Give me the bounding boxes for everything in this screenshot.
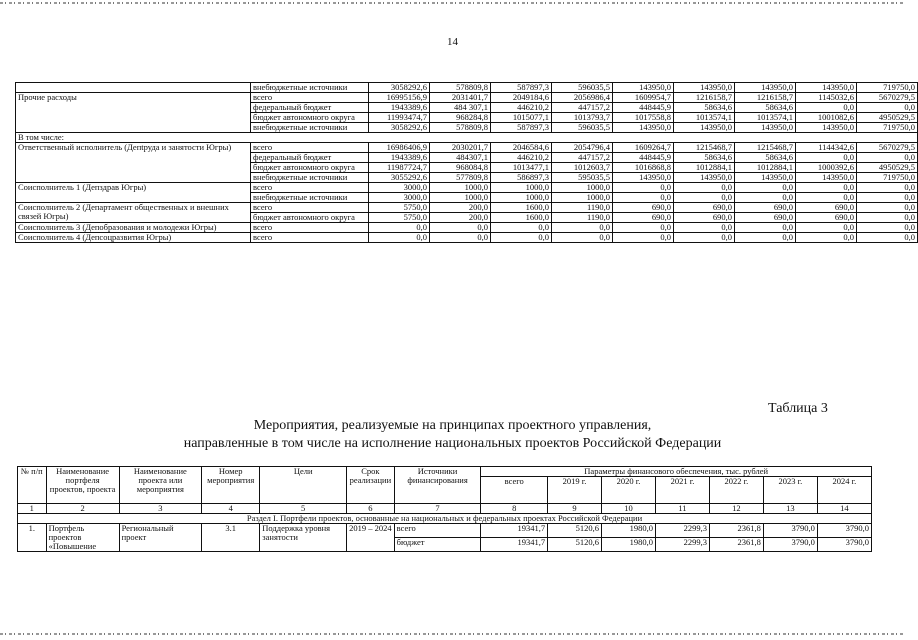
header-year: 2022 г. xyxy=(709,477,763,504)
value-cell: 0,0 xyxy=(735,183,796,193)
value-cell: 143950,0 xyxy=(735,173,796,183)
section-title: Раздел I. Портфели проектов, основанные на национальных и федеральных проектах Российской Федерации xyxy=(18,514,872,524)
source-name: бюджет автономного округа xyxy=(251,213,369,223)
column-number: 12 xyxy=(709,504,763,514)
header-year: 2019 г. xyxy=(548,477,602,504)
source-name: внебюджетные источники xyxy=(251,83,369,93)
value-cell: 1000,0 xyxy=(430,193,491,203)
value-cell: 2361,8 xyxy=(709,524,763,538)
value-cell: 1216158,7 xyxy=(735,93,796,103)
header-measure: Номер мероприятия xyxy=(202,467,260,504)
source-name: всего xyxy=(394,524,481,538)
value-cell: 143950,0 xyxy=(674,173,735,183)
table-row xyxy=(18,524,872,538)
value-cell: 1000,0 xyxy=(552,183,613,193)
source-name: внебюджетные источники xyxy=(251,173,369,183)
value-cell: 58634,6 xyxy=(735,103,796,113)
row-group-label: Соисполнитель 1 (Депздрав Югры) xyxy=(16,183,251,203)
source-name: всего xyxy=(251,143,369,153)
header-year: 2023 г. xyxy=(763,477,817,504)
value-cell: 595035,5 xyxy=(552,173,613,183)
value-cell: 690,0 xyxy=(796,213,857,223)
value-cell: 596035,5 xyxy=(552,83,613,93)
value-cell: 968284,8 xyxy=(430,113,491,123)
table-3-title-line-1: Мероприятия, реализуемые на принципах проектного управления, xyxy=(253,418,652,433)
value-cell: 0,0 xyxy=(857,223,918,233)
value-cell: 1600,0 xyxy=(491,203,552,213)
value-cell: 11993474,7 xyxy=(369,113,430,123)
value-cell: 1609264,7 xyxy=(613,143,674,153)
column-number: 11 xyxy=(655,504,709,514)
value-cell: 0,0 xyxy=(735,223,796,233)
value-cell: 143950,0 xyxy=(613,123,674,133)
value-cell: 1000,0 xyxy=(552,193,613,203)
value-cell: 0,0 xyxy=(796,153,857,163)
column-number: 9 xyxy=(548,504,602,514)
value-cell: 3058292,6 xyxy=(369,123,430,133)
value-cell: 143950,0 xyxy=(796,123,857,133)
value-cell: 5120,6 xyxy=(548,524,602,538)
value-cell: 0,0 xyxy=(552,223,613,233)
value-cell: 690,0 xyxy=(796,203,857,213)
value-cell: 58634,6 xyxy=(674,153,735,163)
row-group-label: Ответственный исполнитель (Депtруда и занятости Югры) xyxy=(16,143,251,183)
value-cell: 0,0 xyxy=(735,193,796,203)
value-cell: 0,0 xyxy=(613,183,674,193)
column-number: 3 xyxy=(119,504,202,514)
column-number: 7 xyxy=(394,504,481,514)
source-name: бюджет автономного округа xyxy=(251,163,369,173)
value-cell: 11987724,7 xyxy=(369,163,430,173)
value-cell: 448445,9 xyxy=(613,103,674,113)
value-cell: 1190,0 xyxy=(552,213,613,223)
value-cell: 2361,8 xyxy=(709,538,763,552)
value-cell: 1144342,6 xyxy=(796,143,857,153)
value-cell: 1980,0 xyxy=(602,524,656,538)
column-number: 6 xyxy=(347,504,395,514)
value-cell: 143950,0 xyxy=(674,123,735,133)
value-cell: 719750,0 xyxy=(857,123,918,133)
value-cell: 0,0 xyxy=(369,223,430,233)
value-cell: 3790,0 xyxy=(817,524,871,538)
value-cell: 3790,0 xyxy=(763,538,817,552)
value-cell: 1012884,1 xyxy=(735,163,796,173)
value-cell: 5750,0 xyxy=(369,203,430,213)
value-cell: 1013574,1 xyxy=(735,113,796,123)
value-cell: 1943389,6 xyxy=(369,153,430,163)
source-name: бюджет автономного округа xyxy=(251,113,369,123)
value-cell: 0,0 xyxy=(552,233,613,243)
column-number: 8 xyxy=(481,504,548,514)
value-cell: 0,0 xyxy=(857,213,918,223)
section-row xyxy=(18,514,872,524)
value-cell: 0,0 xyxy=(857,103,918,113)
value-cell: 446210,2 xyxy=(491,103,552,113)
value-cell: 4950529,5 xyxy=(857,163,918,173)
source-name: внебюджетные источники xyxy=(251,123,369,133)
value-cell: 5670279,5 xyxy=(857,143,918,153)
value-cell: 690,0 xyxy=(613,213,674,223)
value-cell: 2030201,7 xyxy=(430,143,491,153)
header-year: 2021 г. xyxy=(655,477,709,504)
value-cell: 200,0 xyxy=(430,213,491,223)
value-cell: 19341,7 xyxy=(481,524,548,538)
table-row xyxy=(16,203,918,213)
scan-edge-bottom xyxy=(0,633,905,635)
value-cell: 58634,6 xyxy=(674,103,735,113)
value-cell: 0,0 xyxy=(857,193,918,203)
source-name: федеральный бюджет xyxy=(251,103,369,113)
value-cell: 1000392,6 xyxy=(796,163,857,173)
value-cell: 1190,0 xyxy=(552,203,613,213)
value-cell: 3000,0 xyxy=(369,183,430,193)
value-cell: 143950,0 xyxy=(674,83,735,93)
table-row xyxy=(16,83,918,93)
value-cell: 0,0 xyxy=(674,233,735,243)
source-name: бюджет xyxy=(394,538,481,552)
value-cell: 587897,3 xyxy=(491,83,552,93)
measure-number: 3.1 xyxy=(202,524,260,552)
value-cell: 0,0 xyxy=(796,223,857,233)
column-number: 14 xyxy=(817,504,871,514)
table-header-row-1 xyxy=(18,467,872,477)
value-cell: 446210,2 xyxy=(491,153,552,163)
value-cell: 3058292,6 xyxy=(369,83,430,93)
term-text: 2019 – 2024 xyxy=(347,524,395,552)
value-cell: 719750,0 xyxy=(857,83,918,93)
value-cell: 1000,0 xyxy=(491,193,552,203)
value-cell: 690,0 xyxy=(674,213,735,223)
value-cell: 3000,0 xyxy=(369,193,430,203)
value-cell: 0,0 xyxy=(796,233,857,243)
value-cell: 200,0 xyxy=(430,203,491,213)
source-name: всего xyxy=(251,223,369,233)
header-project: Наименование проекта или мероприятия xyxy=(119,467,202,504)
value-cell: 0,0 xyxy=(491,223,552,233)
column-number: 13 xyxy=(763,504,817,514)
header-sources: Источники финансирования xyxy=(394,467,481,504)
value-cell: 0,0 xyxy=(857,203,918,213)
goals-text: Поддержка уровня занятости xyxy=(260,524,347,552)
value-cell: 2031401,7 xyxy=(430,93,491,103)
value-cell: 0,0 xyxy=(796,193,857,203)
value-cell: 968084,8 xyxy=(430,163,491,173)
financing-table xyxy=(15,82,918,243)
value-cell: 2049184,6 xyxy=(491,93,552,103)
projects-table xyxy=(17,466,872,552)
value-cell: 1013574,1 xyxy=(674,113,735,123)
page-number: 14 xyxy=(447,36,458,48)
column-number: 5 xyxy=(260,504,347,514)
value-cell: 1980,0 xyxy=(602,538,656,552)
value-cell: 0,0 xyxy=(857,153,918,163)
column-number: 1 xyxy=(18,504,47,514)
value-cell: 19341,7 xyxy=(481,538,548,552)
value-cell: 0,0 xyxy=(430,223,491,233)
value-cell: 1001082,6 xyxy=(796,113,857,123)
header-year: 2020 г. xyxy=(602,477,656,504)
header-params: Параметры финансового обеспечения, тыс. рублей xyxy=(481,467,872,477)
value-cell: 1943389,6 xyxy=(369,103,430,113)
value-cell: 1215468,7 xyxy=(674,143,735,153)
table-3-title-line-2: направленные в том числе на исполнение национальных проектов Российской Федерации xyxy=(183,436,722,451)
value-cell: 0,0 xyxy=(857,183,918,193)
value-cell: 587897,3 xyxy=(491,123,552,133)
row-group-label xyxy=(16,83,251,93)
value-cell: 447157,2 xyxy=(552,153,613,163)
header-year: 2024 г. xyxy=(817,477,871,504)
source-name: внебюджетные источники xyxy=(251,193,369,203)
value-cell: 16986406,9 xyxy=(369,143,430,153)
value-cell: 3790,0 xyxy=(763,524,817,538)
value-cell: 1012603,7 xyxy=(552,163,613,173)
table-row xyxy=(16,233,918,243)
value-cell: 5750,0 xyxy=(369,213,430,223)
value-cell: 690,0 xyxy=(735,203,796,213)
value-cell: 58634,6 xyxy=(735,153,796,163)
header-goals: Цели xyxy=(260,467,347,504)
value-cell: 143950,0 xyxy=(613,83,674,93)
value-cell: 143950,0 xyxy=(735,83,796,93)
value-cell: 143950,0 xyxy=(735,123,796,133)
value-cell: 596035,5 xyxy=(552,123,613,133)
value-cell: 1216158,7 xyxy=(674,93,735,103)
header-term: Срок реализации xyxy=(347,467,395,504)
section-label: В том числе: xyxy=(16,133,918,143)
value-cell: 1609954,7 xyxy=(613,93,674,103)
value-cell: 143950,0 xyxy=(796,173,857,183)
source-name: всего xyxy=(251,93,369,103)
value-cell: 1012884,1 xyxy=(674,163,735,173)
value-cell: 690,0 xyxy=(613,203,674,213)
value-cell: 143950,0 xyxy=(613,173,674,183)
row-group-label: Соисполнитель 2 (Департамент общественных и внешних связей Югры) xyxy=(16,203,251,223)
value-cell: 0,0 xyxy=(674,193,735,203)
value-cell: 16995156,9 xyxy=(369,93,430,103)
value-cell: 0,0 xyxy=(735,233,796,243)
section-row xyxy=(16,133,918,143)
value-cell: 0,0 xyxy=(369,233,430,243)
value-cell: 2046584,6 xyxy=(491,143,552,153)
row-number: 1. xyxy=(18,524,47,552)
value-cell: 0,0 xyxy=(613,233,674,243)
source-name: всего xyxy=(251,233,369,243)
value-cell: 586897,3 xyxy=(491,173,552,183)
value-cell: 4950529,5 xyxy=(857,113,918,123)
column-number: 4 xyxy=(202,504,260,514)
value-cell: 2056986,4 xyxy=(552,93,613,103)
value-cell: 447157,2 xyxy=(552,103,613,113)
scan-edge-top xyxy=(0,2,905,4)
value-cell: 0,0 xyxy=(430,233,491,243)
value-cell: 1600,0 xyxy=(491,213,552,223)
value-cell: 2299,3 xyxy=(655,524,709,538)
value-cell: 0,0 xyxy=(613,223,674,233)
value-cell: 1000,0 xyxy=(491,183,552,193)
value-cell: 0,0 xyxy=(796,183,857,193)
value-cell: 0,0 xyxy=(796,103,857,113)
header-num: № п/п xyxy=(18,467,47,504)
value-cell: 3790,0 xyxy=(817,538,871,552)
value-cell: 578809,8 xyxy=(430,123,491,133)
row-group-label: Соисполнитель 4 (Депсоцразвития Югры) xyxy=(16,233,251,243)
source-name: всего xyxy=(251,183,369,193)
source-name: всего xyxy=(251,203,369,213)
value-cell: 1145032,6 xyxy=(796,93,857,103)
table-row xyxy=(16,93,918,103)
column-numbers-row xyxy=(18,504,872,514)
table-row xyxy=(16,223,918,233)
value-cell: 484 307,1 xyxy=(430,103,491,113)
value-cell: 1013793,7 xyxy=(552,113,613,123)
value-cell: 1015077,1 xyxy=(491,113,552,123)
value-cell: 5120,6 xyxy=(548,538,602,552)
value-cell: 484307,1 xyxy=(430,153,491,163)
portfolio-name: Портфель проектов «Повышение xyxy=(46,524,119,552)
value-cell: 0,0 xyxy=(613,193,674,203)
value-cell: 5670279,5 xyxy=(857,93,918,103)
value-cell: 0,0 xyxy=(674,223,735,233)
value-cell: 1215468,7 xyxy=(735,143,796,153)
row-group-label: Соисполнитель 3 (Депобразования и молодежи Югры) xyxy=(16,223,251,233)
value-cell: 2299,3 xyxy=(655,538,709,552)
value-cell: 1016868,8 xyxy=(613,163,674,173)
value-cell: 1017558,8 xyxy=(613,113,674,123)
value-cell: 577809,8 xyxy=(430,173,491,183)
value-cell: 0,0 xyxy=(674,183,735,193)
column-number: 10 xyxy=(602,504,656,514)
header-year: всего xyxy=(481,477,548,504)
value-cell: 1000,0 xyxy=(430,183,491,193)
column-number: 2 xyxy=(46,504,119,514)
value-cell: 448445,9 xyxy=(613,153,674,163)
row-group-label: Прочие расходы xyxy=(16,93,251,133)
value-cell: 0,0 xyxy=(857,233,918,243)
value-cell: 0,0 xyxy=(491,233,552,243)
value-cell: 690,0 xyxy=(735,213,796,223)
table-3-label: Таблица 3 xyxy=(768,401,828,416)
value-cell: 143950,0 xyxy=(796,83,857,93)
table-row xyxy=(16,143,918,153)
table-row xyxy=(16,183,918,193)
value-cell: 578809,8 xyxy=(430,83,491,93)
value-cell: 690,0 xyxy=(674,203,735,213)
source-name: федеральный бюджет xyxy=(251,153,369,163)
project-name: Региональный проект xyxy=(119,524,202,552)
value-cell: 719750,0 xyxy=(857,173,918,183)
value-cell: 2054796,4 xyxy=(552,143,613,153)
value-cell: 1013477,1 xyxy=(491,163,552,173)
value-cell: 3055292,6 xyxy=(369,173,430,183)
header-portfolio: Наименование портфеля проектов, проекта xyxy=(46,467,119,504)
